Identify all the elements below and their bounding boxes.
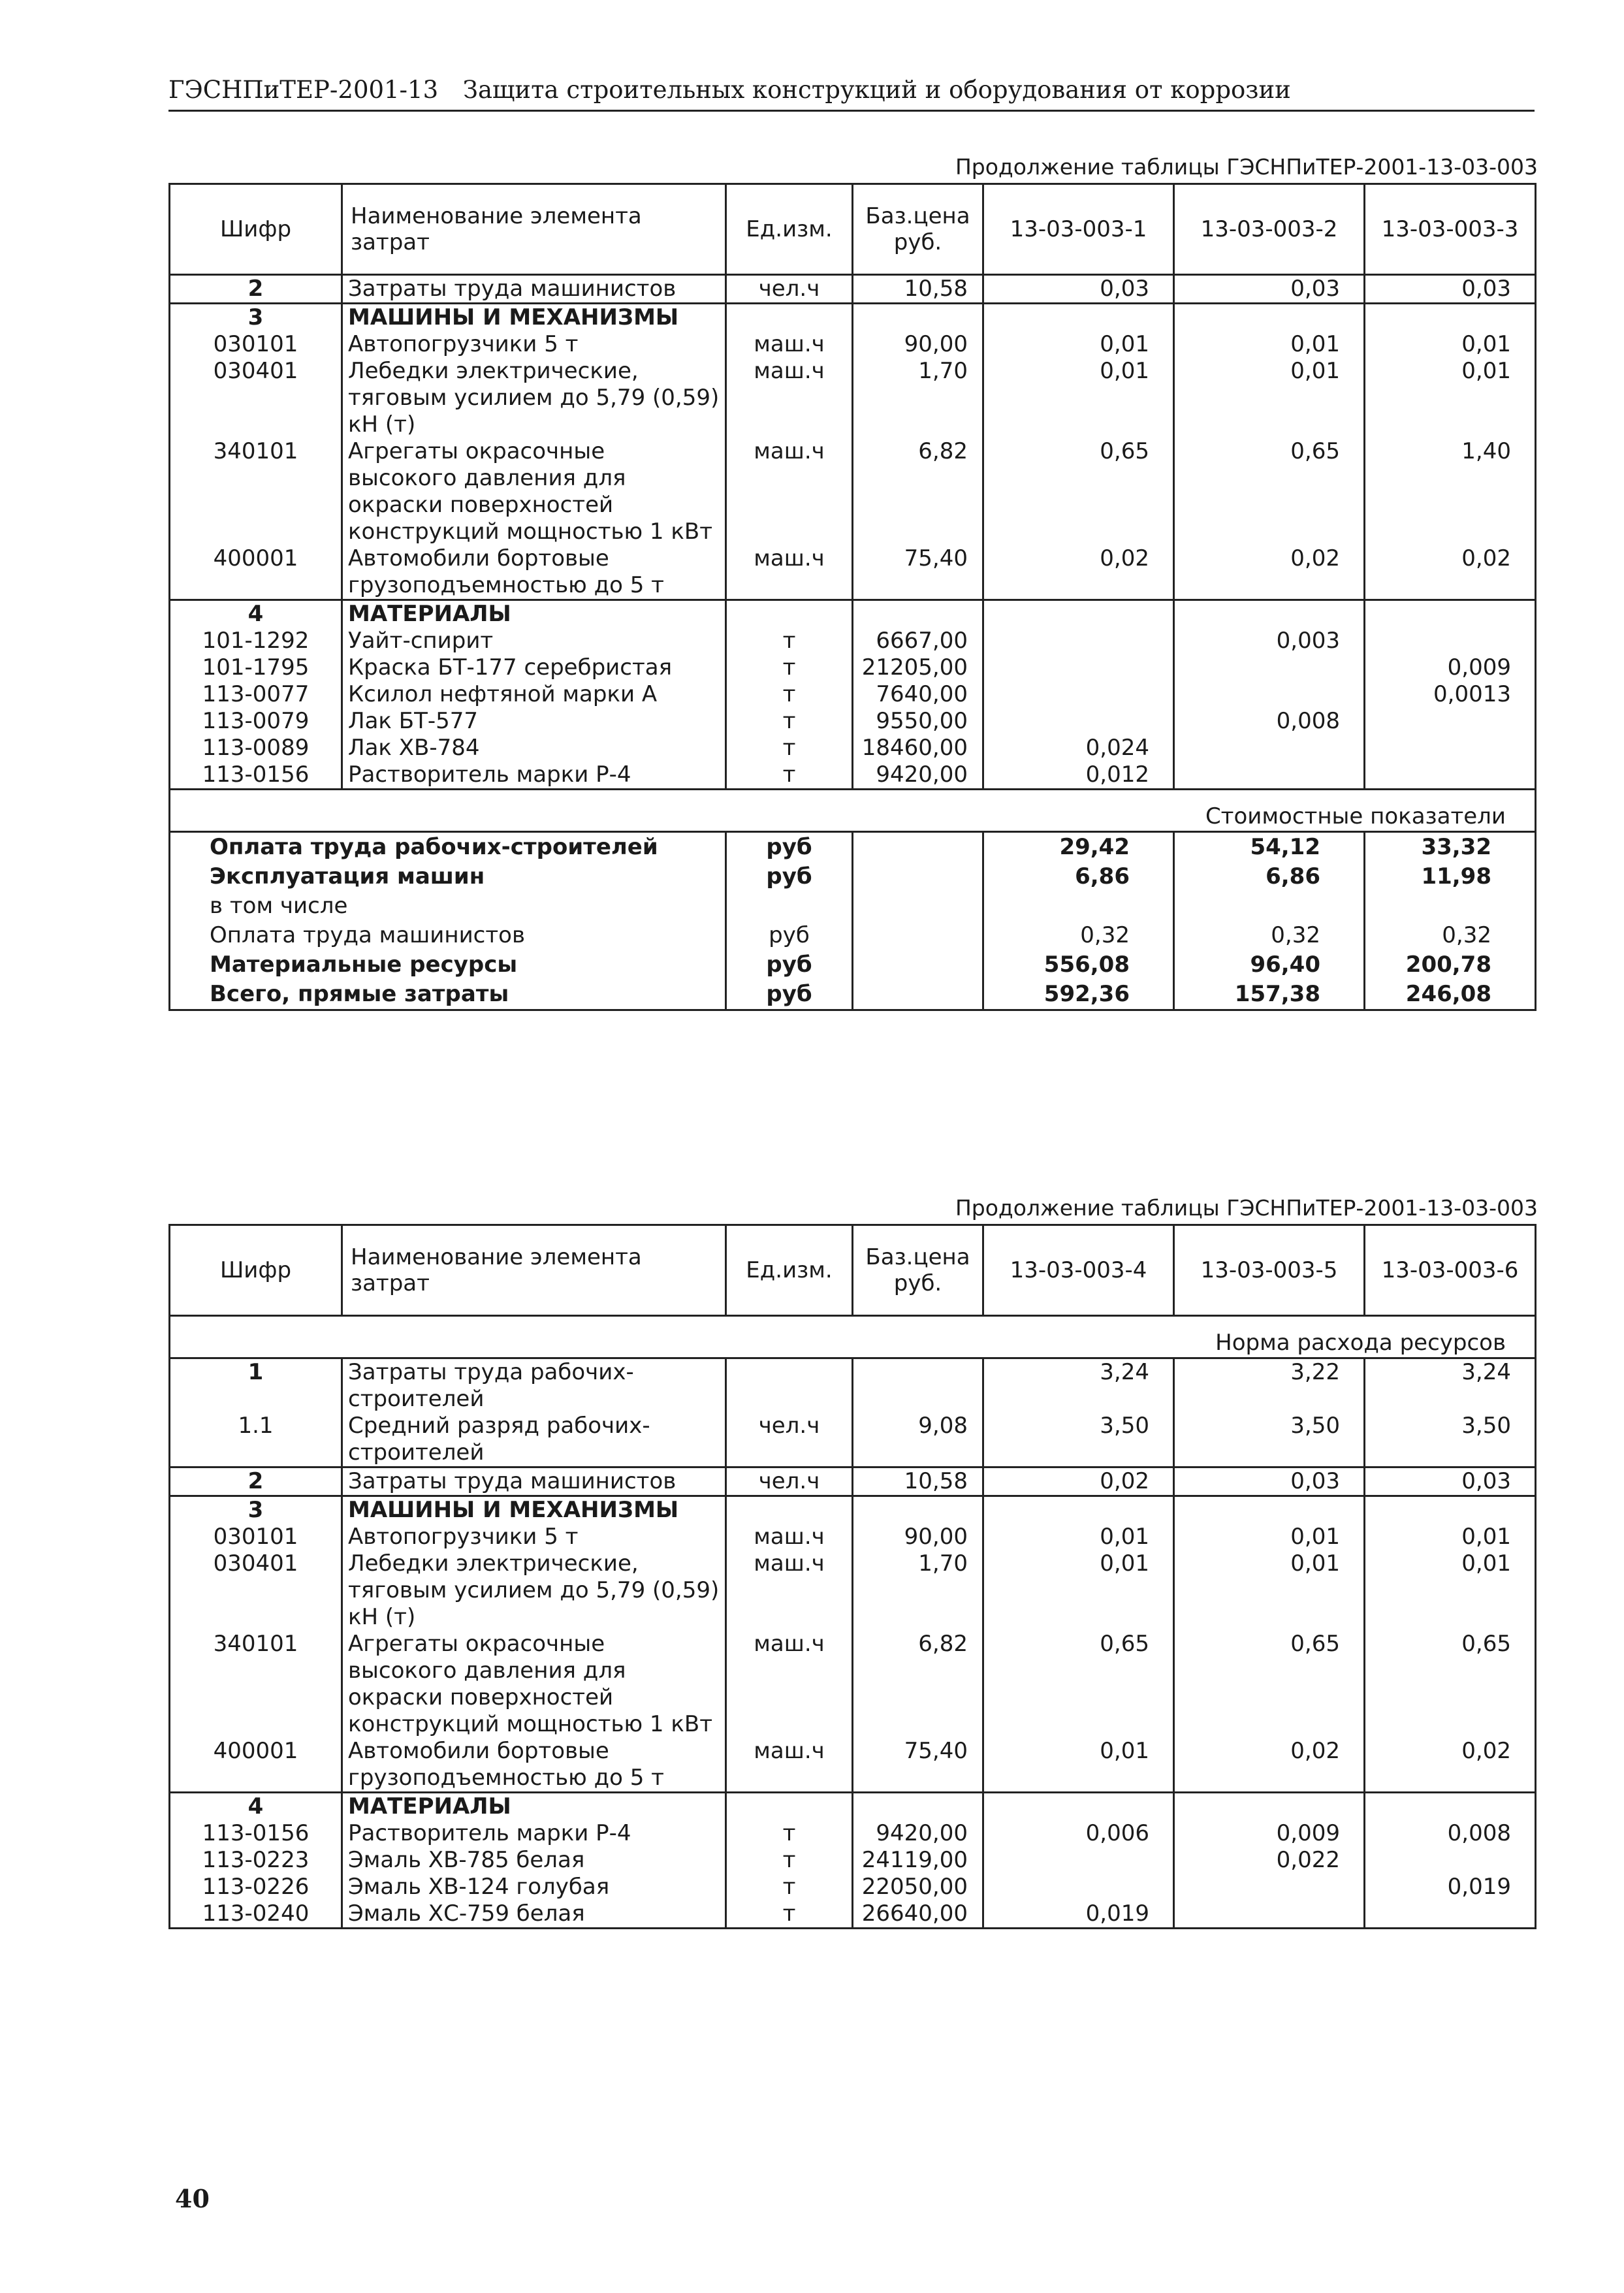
row-value: 0,01 (983, 358, 1174, 438)
summary-row (170, 832, 1536, 863)
summary-name: Всего, прямые затраты (170, 980, 726, 1010)
row-unit: маш.ч (726, 1550, 853, 1631)
row-name: Затраты труда машинистов (342, 1467, 726, 1496)
row-value: 0,01 (1174, 1524, 1365, 1550)
row-code: 2 (170, 1467, 342, 1496)
column-header: Шифр (170, 1225, 342, 1316)
row-value: 0,01 (1174, 1550, 1365, 1631)
row-code: 113-0240 (170, 1900, 342, 1929)
row-value: 0,65 (1365, 1631, 1536, 1738)
row-unit: т (726, 654, 853, 681)
row-value (1174, 735, 1365, 762)
summary-value: 11,98 (1365, 862, 1536, 891)
row-price: 18460,00 (853, 735, 983, 762)
row-price: 10,58 (853, 1467, 983, 1496)
row-unit (726, 304, 853, 332)
row-code: 340101 (170, 1631, 342, 1738)
row-unit: маш.ч (726, 1631, 853, 1738)
table1-caption: Продолжение таблицы ГЭСНПиТЕР-2001-13-03-003 (955, 154, 1538, 180)
row-value: 3,50 (1365, 1413, 1536, 1467)
row-code: 101-1795 (170, 654, 342, 681)
row-price (853, 1793, 983, 1821)
header-title: Защита строительных конструкций и оборудования от коррозии (462, 76, 1291, 104)
row-value (983, 654, 1174, 681)
summary-value: 33,32 (1365, 832, 1536, 863)
row-value: 0,03 (1365, 275, 1536, 304)
row-value: 0,003 (1174, 628, 1365, 654)
row-code: 113-0079 (170, 708, 342, 735)
row-unit: маш.ч (726, 1738, 853, 1793)
summary-value: 0,32 (1365, 921, 1536, 950)
row-value: 0,01 (1365, 1550, 1536, 1631)
row-code: 113-0223 (170, 1847, 342, 1874)
row-name: Затраты труда машинистов (342, 275, 726, 304)
row-unit (726, 1358, 853, 1413)
column-header: Ед.изм. (726, 184, 853, 275)
column-header: 13-03-003-5 (1174, 1225, 1365, 1316)
cost-indicators-label: Стоимостные показатели (170, 790, 1536, 832)
row-unit: чел.ч (726, 1413, 853, 1467)
row-value (983, 708, 1174, 735)
column-header: 13-03-003-4 (983, 1225, 1174, 1316)
row-value (1174, 1793, 1365, 1821)
row-unit: т (726, 681, 853, 708)
row-value (983, 600, 1174, 628)
row-code: 030101 (170, 331, 342, 358)
row-value (1365, 708, 1536, 735)
row-price: 6,82 (853, 438, 983, 545)
column-header: 13-03-003-3 (1365, 184, 1536, 275)
summary-value: 246,08 (1365, 980, 1536, 1010)
row-value: 0,03 (983, 275, 1174, 304)
row-unit (726, 1793, 853, 1821)
column-header: Баз.цена руб. (853, 1225, 983, 1316)
row-unit: маш.ч (726, 331, 853, 358)
row-name: Лебедки электрические, тяговым усилием до 5,79 (0,59) кН (т) (342, 1550, 726, 1631)
summary-empty (853, 891, 983, 921)
table-row (170, 628, 1536, 654)
row-name: Эмаль ХВ-785 белая (342, 1847, 726, 1874)
row-value (983, 304, 1174, 332)
summary-name: Материальные ресурсы (170, 950, 726, 980)
row-value (1174, 304, 1365, 332)
column-header: 13-03-003-6 (1365, 1225, 1536, 1316)
summary-value: 556,08 (983, 950, 1174, 980)
resource-table-2 (168, 1224, 1536, 1929)
row-value: 0,006 (983, 1820, 1174, 1847)
summary-row (170, 921, 1536, 950)
table-row (170, 275, 1536, 304)
summary-value: 54,12 (1174, 832, 1365, 863)
column-header: Баз.цена руб. (853, 184, 983, 275)
summary-empty (853, 980, 983, 1010)
row-unit: т (726, 762, 853, 790)
row-unit: т (726, 1847, 853, 1874)
table-row (170, 681, 1536, 708)
summary-row (170, 862, 1536, 891)
column-header: 13-03-003-1 (983, 184, 1174, 275)
row-code: 400001 (170, 1738, 342, 1793)
row-code: 340101 (170, 438, 342, 545)
table-row (170, 1358, 1536, 1413)
row-value (1174, 654, 1365, 681)
row-price: 10,58 (853, 275, 983, 304)
row-code: 113-0077 (170, 681, 342, 708)
row-name: МАШИНЫ И МЕХАНИЗМЫ (342, 1496, 726, 1524)
table-row (170, 1413, 1536, 1467)
row-value: 0,01 (1174, 358, 1365, 438)
summary-value: 29,42 (983, 832, 1174, 863)
table-row (170, 1550, 1536, 1631)
row-value (1365, 600, 1536, 628)
row-price: 1,70 (853, 358, 983, 438)
row-value (983, 1847, 1174, 1874)
row-code: 113-0089 (170, 735, 342, 762)
column-header: Наименование элемента затрат (342, 1225, 726, 1316)
column-header: Наименование элемента затрат (342, 184, 726, 275)
row-value (1365, 1847, 1536, 1874)
row-name: Ксилол нефтяной марки А (342, 681, 726, 708)
row-price: 90,00 (853, 1524, 983, 1550)
table-row (170, 1793, 1536, 1821)
row-value: 3,22 (1174, 1358, 1365, 1413)
row-price: 6667,00 (853, 628, 983, 654)
row-code: 030101 (170, 1524, 342, 1550)
row-price: 1,70 (853, 1550, 983, 1631)
row-value (1365, 1793, 1536, 1821)
row-value (1174, 681, 1365, 708)
row-value (1365, 1900, 1536, 1929)
row-value: 3,50 (1174, 1413, 1365, 1467)
row-value: 0,022 (1174, 1847, 1365, 1874)
page-header (168, 71, 1535, 112)
summary-unit (726, 891, 853, 921)
header-code: ГЭСНПиТЕР-2001-13 (168, 76, 439, 104)
row-name: Автопогрузчики 5 т (342, 331, 726, 358)
table-row (170, 438, 1536, 545)
row-name: МАТЕРИАЛЫ (342, 1793, 726, 1821)
summary-name: Оплата труда рабочих-строителей (170, 832, 726, 863)
summary-value (1174, 891, 1365, 921)
row-name: Агрегаты окрасочные высокого давления для окраски поверхностей конструкций мощностью 1 кВт (342, 438, 726, 545)
row-price (853, 1496, 983, 1524)
summary-empty (853, 862, 983, 891)
row-value: 0,01 (1365, 358, 1536, 438)
summary-value: 0,32 (1174, 921, 1365, 950)
table-row (170, 600, 1536, 628)
row-unit (726, 1496, 853, 1524)
row-value: 0,008 (1365, 1820, 1536, 1847)
row-unit: маш.ч (726, 438, 853, 545)
row-value: 0,01 (983, 1524, 1174, 1550)
table-row (170, 1874, 1536, 1900)
row-code: 4 (170, 1793, 342, 1821)
summary-unit: руб (726, 862, 853, 891)
row-value: 0,65 (1174, 438, 1365, 545)
header-row (170, 184, 1536, 275)
page-number: 40 (175, 2184, 210, 2213)
row-value (1365, 1496, 1536, 1524)
row-value (1365, 762, 1536, 790)
row-value: 0,01 (983, 1550, 1174, 1631)
summary-value: 157,38 (1174, 980, 1365, 1010)
row-value: 0,009 (1365, 654, 1536, 681)
row-value: 0,02 (1174, 545, 1365, 600)
summary-value: 0,32 (983, 921, 1174, 950)
row-name: Средний разряд рабочих-строителей (342, 1413, 726, 1467)
resource-table-1 (168, 183, 1536, 1011)
row-unit: маш.ч (726, 358, 853, 438)
row-unit: т (726, 628, 853, 654)
row-value (1365, 628, 1536, 654)
row-price: 75,40 (853, 545, 983, 600)
row-value: 0,01 (1174, 331, 1365, 358)
row-price: 9420,00 (853, 1820, 983, 1847)
table-row (170, 358, 1536, 438)
row-value (983, 1874, 1174, 1900)
row-price (853, 600, 983, 628)
norm-label: Норма расхода ресурсов (170, 1316, 1536, 1358)
row-name: Затраты труда рабочих-строителей (342, 1358, 726, 1413)
row-value: 0,01 (1365, 1524, 1536, 1550)
column-header: 13-03-003-2 (1174, 184, 1365, 275)
row-value (983, 681, 1174, 708)
table-row (170, 1631, 1536, 1738)
table-row (170, 1467, 1536, 1496)
row-value: 0,0013 (1365, 681, 1536, 708)
row-price: 9420,00 (853, 762, 983, 790)
row-price: 75,40 (853, 1738, 983, 1793)
row-value: 0,024 (983, 735, 1174, 762)
table-row (170, 1900, 1536, 1929)
row-name: Лебедки электрические, тяговым усилием до 5,79 (0,59) кН (т) (342, 358, 726, 438)
row-code: 1.1 (170, 1413, 342, 1467)
row-code: 3 (170, 1496, 342, 1524)
summary-name: Оплата труда машинистов (170, 921, 726, 950)
row-value: 0,02 (1365, 545, 1536, 600)
row-name: МАШИНЫ И МЕХАНИЗМЫ (342, 304, 726, 332)
summary-unit: руб (726, 980, 853, 1010)
row-value: 0,02 (1174, 1738, 1365, 1793)
table-row (170, 654, 1536, 681)
row-value (1365, 304, 1536, 332)
row-price: 9,08 (853, 1413, 983, 1467)
row-price: 22050,00 (853, 1874, 983, 1900)
column-header: Шифр (170, 184, 342, 275)
row-value: 3,24 (1365, 1358, 1536, 1413)
row-value (1365, 735, 1536, 762)
row-price (853, 1358, 983, 1413)
row-name: Краска БТ-177 серебристая (342, 654, 726, 681)
summary-value (983, 891, 1174, 921)
row-code: 101-1292 (170, 628, 342, 654)
row-name: Агрегаты окрасочные высокого давления для окраски поверхностей конструкций мощностью 1 кВт (342, 1631, 726, 1738)
row-value: 3,50 (983, 1413, 1174, 1467)
row-code: 2 (170, 275, 342, 304)
table-row (170, 735, 1536, 762)
row-code: 113-0226 (170, 1874, 342, 1900)
row-code: 1 (170, 1358, 342, 1413)
row-code: 113-0156 (170, 1820, 342, 1847)
table-row (170, 1738, 1536, 1793)
summary-unit: руб (726, 832, 853, 863)
summary-name: в том числе (170, 891, 726, 921)
row-value: 0,02 (983, 545, 1174, 600)
row-unit: т (726, 1874, 853, 1900)
row-value: 0,03 (1174, 1467, 1365, 1496)
row-value: 0,01 (983, 331, 1174, 358)
row-value: 0,02 (983, 1467, 1174, 1496)
summary-row (170, 891, 1536, 921)
row-price: 21205,00 (853, 654, 983, 681)
row-code: 3 (170, 304, 342, 332)
row-unit: т (726, 1900, 853, 1929)
summary-empty (853, 832, 983, 863)
row-code: 400001 (170, 545, 342, 600)
summary-unit: руб (726, 921, 853, 950)
row-value (1174, 1900, 1365, 1929)
row-name: Эмаль ХВ-124 голубая (342, 1874, 726, 1900)
row-value: 0,019 (983, 1900, 1174, 1929)
table-row (170, 1524, 1536, 1550)
summary-value (1365, 891, 1536, 921)
row-value (1174, 762, 1365, 790)
row-code: 113-0156 (170, 762, 342, 790)
table2-caption: Продолжение таблицы ГЭСНПиТЕР-2001-13-03-003 (955, 1195, 1538, 1221)
column-header: Ед.изм. (726, 1225, 853, 1316)
row-name: Уайт-спирит (342, 628, 726, 654)
row-value: 3,24 (983, 1358, 1174, 1413)
table-row (170, 1496, 1536, 1524)
row-name: Растворитель марки Р-4 (342, 762, 726, 790)
row-code: 030401 (170, 1550, 342, 1631)
row-value: 0,65 (983, 1631, 1174, 1738)
row-value: 0,019 (1365, 1874, 1536, 1900)
row-name: Растворитель марки Р-4 (342, 1820, 726, 1847)
cost-indicators-row (170, 790, 1536, 832)
row-value: 0,65 (983, 438, 1174, 545)
norm-row (170, 1316, 1536, 1358)
table-row (170, 1820, 1536, 1847)
row-name: Автомобили бортовые грузоподъемностью до 5 т (342, 1738, 726, 1793)
row-unit: т (726, 735, 853, 762)
table-row (170, 331, 1536, 358)
row-value: 0,012 (983, 762, 1174, 790)
row-value: 0,02 (1365, 1738, 1536, 1793)
row-code: 4 (170, 600, 342, 628)
row-value: 0,65 (1174, 1631, 1365, 1738)
row-price: 90,00 (853, 331, 983, 358)
row-name: Автомобили бортовые грузоподъемностью до 5 т (342, 545, 726, 600)
row-name: Автопогрузчики 5 т (342, 1524, 726, 1550)
header-row (170, 1225, 1536, 1316)
row-value (983, 1793, 1174, 1821)
summary-row (170, 950, 1536, 980)
row-value: 0,01 (983, 1738, 1174, 1793)
row-price (853, 304, 983, 332)
row-unit: чел.ч (726, 1467, 853, 1496)
row-unit: чел.ч (726, 275, 853, 304)
row-price: 9550,00 (853, 708, 983, 735)
summary-name: Эксплуатация машин (170, 862, 726, 891)
row-price: 6,82 (853, 1631, 983, 1738)
row-unit: маш.ч (726, 1524, 853, 1550)
row-value (1174, 1496, 1365, 1524)
row-price: 26640,00 (853, 1900, 983, 1929)
summary-value: 6,86 (1174, 862, 1365, 891)
row-name: Лак ХВ-784 (342, 735, 726, 762)
table-row (170, 304, 1536, 332)
summary-empty (853, 950, 983, 980)
table-row (170, 545, 1536, 600)
row-value: 0,008 (1174, 708, 1365, 735)
row-name: Эмаль ХС-759 белая (342, 1900, 726, 1929)
row-value (983, 1496, 1174, 1524)
summary-value: 96,40 (1174, 950, 1365, 980)
row-value: 0,03 (1365, 1467, 1536, 1496)
row-value (983, 628, 1174, 654)
row-unit: т (726, 708, 853, 735)
summary-empty (853, 921, 983, 950)
row-value: 0,009 (1174, 1820, 1365, 1847)
row-unit (726, 600, 853, 628)
summary-unit: руб (726, 950, 853, 980)
table-row (170, 708, 1536, 735)
row-value: 0,01 (1365, 331, 1536, 358)
table-row (170, 762, 1536, 790)
row-value: 1,40 (1365, 438, 1536, 545)
row-unit: маш.ч (726, 545, 853, 600)
row-unit: т (726, 1820, 853, 1847)
summary-value: 200,78 (1365, 950, 1536, 980)
summary-value: 592,36 (983, 980, 1174, 1010)
summary-row (170, 980, 1536, 1010)
row-name: МАТЕРИАЛЫ (342, 600, 726, 628)
summary-value: 6,86 (983, 862, 1174, 891)
row-value (1174, 1874, 1365, 1900)
row-value (1174, 600, 1365, 628)
table-row (170, 1847, 1536, 1874)
row-price: 7640,00 (853, 681, 983, 708)
row-value: 0,03 (1174, 275, 1365, 304)
row-name: Лак БТ-577 (342, 708, 726, 735)
row-code: 030401 (170, 358, 342, 438)
row-price: 24119,00 (853, 1847, 983, 1874)
